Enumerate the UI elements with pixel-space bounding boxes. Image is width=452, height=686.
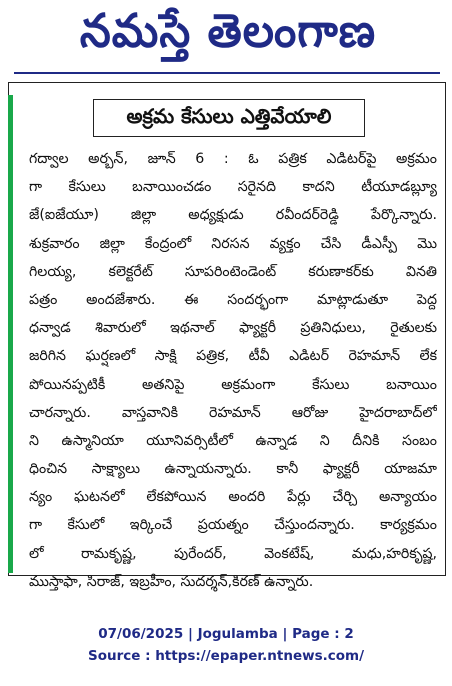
body-line: శుక్రవారం జిల్లా కేంద్రంలో నిరసన వ్యక్తం చేసి డీఎస్పీ మొ	[29, 235, 437, 252]
article-body	[29, 145, 437, 596]
masthead-title: నమస్తే తెలంగాణ	[79, 4, 377, 58]
footer-source-link[interactable]: Source : https://epaper.ntnews.com/	[87, 648, 365, 664]
masthead-divider	[14, 72, 440, 74]
body-line: గద్వాల అర్బన్, జూన్ 6 : ఓ పత్రిక ఎడిటర్‌పై అక్రమం	[29, 151, 437, 167]
body-line: ధన్వాడ శివారులో ఇథనాల్ ఫ్యాక్టరీ ప్రతినిధులు, రైతులకు	[29, 320, 437, 337]
body-line: పత్రం అందజేశారు. ఈ సందర్భంగా మాట్లాడుతూ పెద్ద	[29, 291, 437, 308]
body-line: ని ఉస్మానియా యూనివర్సిటీలో ఉన్నాడ ని దీనికి సంబం	[29, 432, 437, 449]
body-line: గిలయ్య, కలెక్టరేట్ సూపరింటెండెంట్ కరుణాకర్‌కు వినతి	[29, 263, 437, 280]
body-line: న్యం ఘటనలో లేకపోయిన అందరి పేర్లు చేర్చి అన్యాయం	[29, 489, 437, 506]
accent-bar	[8, 95, 13, 573]
body-line: పోయినప్పటికీ అతనిపై అక్రమంగా కేసులు బనాయిం	[29, 376, 437, 393]
body-line: జరిగిన ఘర్షణలో సాక్షి పత్రిక, టీవీ ఎడిటర్ రెహమాన్ లేక	[29, 348, 437, 365]
body-line: చారన్నారు. వాస్తవానికి రెహమాన్ ఆరోజు హైదరాబాద్‌లో	[29, 404, 437, 421]
body-line: గా కేసులో ఇర్కించే ప్రయత్నం చేస్తుందన్నారు. కార్యక్రమం	[29, 517, 437, 534]
article-headline: అక్రమ కేసులు ఎత్తివేయాలి	[126, 103, 332, 128]
body-line: లో రామకృష్ణ, పురేందర్, వెంకటేష్, మధు,హరికృష్ణ,	[29, 545, 437, 562]
headline-box	[93, 99, 365, 137]
body-line: జే(ఐజేయూ) జిల్లా అధ్యక్షుడు రవీందర్‌రెడ్డి పేర్కొన్నారు.	[29, 207, 437, 224]
body-line: గా కేసులు బనాయించడం సరైనది కాదని టీయూడబ్ల్యూ	[29, 179, 437, 196]
article-clipping	[8, 82, 446, 590]
body-line: ముస్తాఫా, సిరాజ్, ఇబ్రహీం, సుదర్శన్,కిరణ్ ఉన్నారు.	[29, 573, 314, 590]
body-line: ధించిన సాక్ష్యాలు ఉన్నాయన్నారు. కానీ ఫ్యాక్టరీ యాజమా	[29, 461, 437, 478]
footer-date-edition: 07/06/2025 | Jogulamba | Page : 2	[98, 626, 354, 642]
newspaper-masthead	[14, 6, 442, 68]
